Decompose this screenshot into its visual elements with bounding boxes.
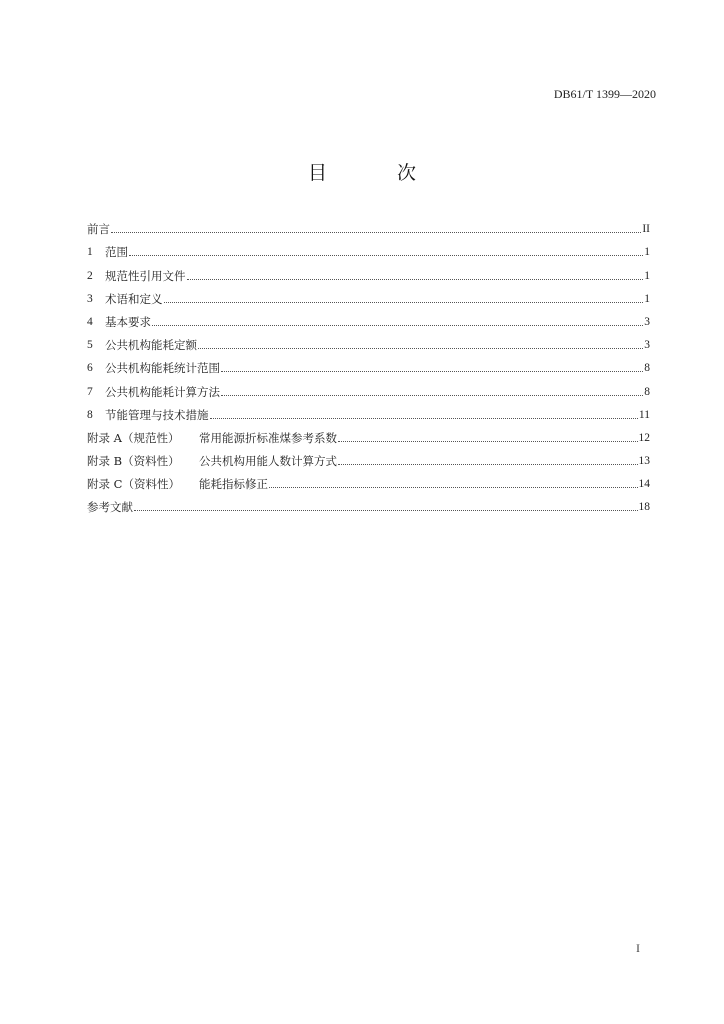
toc-entry-number: 6: [87, 362, 93, 375]
toc-entry-normative-references[interactable]: [87, 260, 650, 283]
toc-entry-management-measures[interactable]: [87, 400, 650, 423]
dot-leader: [198, 337, 643, 349]
toc-annex-label: 附录 C（资料性）: [87, 477, 180, 492]
toc-entry-text: 公共机构用能人数计算方式: [199, 454, 337, 469]
table-of-contents: [87, 214, 650, 515]
toc-entry-number: 2: [87, 269, 93, 282]
toc-entry-scope[interactable]: [87, 237, 650, 260]
toc-entry-text: 能耗指标修正: [199, 477, 268, 492]
dot-leader: [269, 476, 638, 488]
toc-entry-page: II: [642, 223, 650, 236]
toc-entry-energy-quota[interactable]: [87, 330, 650, 353]
toc-entry-terms-definitions[interactable]: [87, 284, 650, 307]
toc-entry-number: 7: [87, 385, 93, 398]
dot-leader: [221, 360, 643, 372]
dot-leader: [187, 268, 644, 280]
toc-entry-text: 公共机构能耗计算方法: [105, 384, 220, 399]
page-number: I: [636, 941, 640, 955]
toc-entry-page: 12: [638, 431, 650, 444]
toc-entry-page: 3: [644, 315, 650, 328]
toc-entry-bibliography[interactable]: [87, 492, 650, 515]
dot-leader: [210, 407, 638, 419]
toc-entry-text: 规范性引用文件: [105, 268, 186, 283]
toc-entry-number: 1: [87, 246, 93, 259]
toc-entry-text: 常用能源折标准煤参考系数: [199, 430, 337, 445]
dot-leader: [221, 384, 643, 396]
document-code: DB61/T 1399—2020: [553, 87, 656, 101]
dot-leader: [134, 499, 638, 511]
toc-entry-page: 14: [638, 478, 650, 491]
toc-entry-page: 13: [638, 455, 650, 468]
toc-entry-page: 18: [638, 501, 650, 514]
toc-entry-number: 8: [87, 408, 93, 421]
toc-entry-text: 术语和定义: [105, 291, 163, 306]
toc-entry-annex-a[interactable]: [87, 423, 650, 446]
toc-entry-text: 参考文献: [87, 500, 133, 515]
dot-leader: [338, 453, 638, 465]
toc-title: 目 次: [307, 162, 449, 184]
toc-entry-page: 1: [644, 292, 650, 305]
toc-entry-number: 4: [87, 315, 93, 328]
toc-entry-page: 8: [644, 385, 650, 398]
toc-entry-preface[interactable]: [87, 214, 650, 237]
toc-entry-calculation-method[interactable]: [87, 376, 650, 399]
toc-annex-label: 附录 A（规范性）: [87, 430, 180, 445]
dot-leader: [338, 430, 638, 442]
toc-entry-text: 范围: [105, 245, 128, 260]
toc-entry-text: 基本要求: [105, 314, 151, 329]
toc-entry-page: 11: [638, 408, 650, 421]
toc-entry-page: 8: [644, 362, 650, 375]
toc-entry-text: 节能管理与技术措施: [105, 407, 209, 422]
toc-entry-page: 1: [644, 269, 650, 282]
dot-leader: [111, 221, 641, 233]
toc-entry-text: 前言: [87, 222, 110, 237]
toc-entry-text: 公共机构能耗定额: [105, 338, 197, 353]
dot-leader: [164, 291, 644, 303]
toc-entry-number: 3: [87, 292, 93, 305]
toc-entry-basic-requirements[interactable]: [87, 307, 650, 330]
toc-entry-page: 1: [644, 246, 650, 259]
toc-annex-label: 附录 B（资料性）: [87, 454, 180, 469]
dot-leader: [152, 314, 643, 326]
toc-entry-text: 公共机构能耗统计范围: [105, 361, 220, 376]
toc-entry-number: 5: [87, 339, 93, 352]
toc-entry-page: 3: [644, 339, 650, 352]
dot-leader: [129, 244, 643, 256]
toc-entry-statistics-scope[interactable]: [87, 353, 650, 376]
toc-entry-annex-b[interactable]: [87, 446, 650, 469]
toc-entry-annex-c[interactable]: [87, 469, 650, 492]
